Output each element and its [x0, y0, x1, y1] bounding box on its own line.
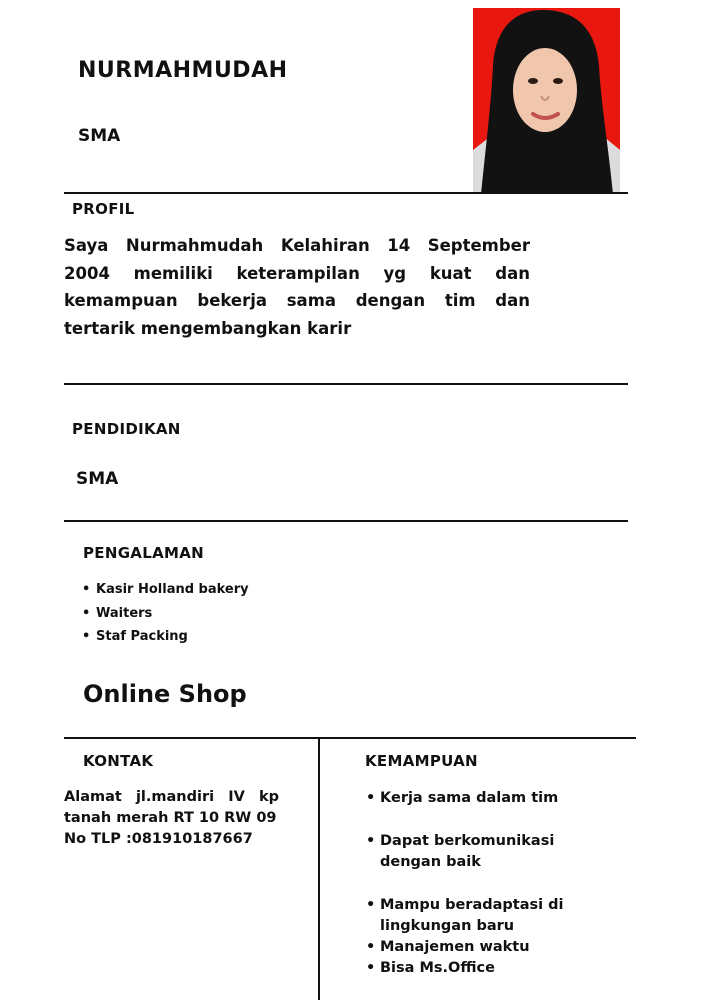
list-item: • Manajemen waktu	[366, 937, 571, 958]
column-divider	[318, 738, 320, 1000]
divider	[64, 520, 628, 522]
list-item: • Waiters	[82, 606, 249, 630]
list-item: • Bisa Ms.Office	[366, 958, 571, 979]
divider	[64, 192, 628, 194]
section-title-contact: KONTAK	[83, 752, 154, 770]
list-item: • Mampu beradaptasi di lingkungan baru	[366, 895, 571, 937]
online-shop-heading: Online Shop	[83, 680, 247, 708]
education-value: SMA	[76, 469, 119, 489]
experience-list	[82, 582, 249, 653]
list-item: • Dapat berkomunikasi dengan baik	[366, 831, 571, 873]
header-education-level: SMA	[78, 126, 121, 146]
portrait-photo-icon	[473, 8, 620, 194]
divider	[64, 737, 636, 739]
divider	[64, 383, 628, 385]
section-title-experience: PENGALAMAN	[83, 544, 204, 562]
list-item: • Kerja sama dalam tim	[366, 788, 571, 809]
contact-block	[64, 787, 279, 850]
list-item: • Staf Packing	[82, 629, 249, 653]
contact-address: Alamat jl.mandiri IV kp tanah merah RT 10 RW 09	[64, 789, 279, 826]
skills-list	[366, 788, 571, 979]
profile-photo	[473, 8, 620, 194]
list-item: • Kasir Holland bakery	[82, 582, 249, 606]
section-title-skills: KEMAMPUAN	[365, 752, 478, 770]
contact-phone: No TLP :081910187667	[64, 831, 253, 847]
section-title-education: PENDIDIKAN	[72, 420, 181, 438]
profile-text: Saya Nurmahmudah Kelahiran 14 September 2004 memiliki keterampilan yg kuat dan kemampuan bekerja sama dengan tim dan tertarik mengembangkan karir	[64, 236, 530, 338]
section-title-profile: PROFIL	[72, 200, 135, 218]
cv-name: NURMAHMUDAH	[78, 58, 288, 83]
